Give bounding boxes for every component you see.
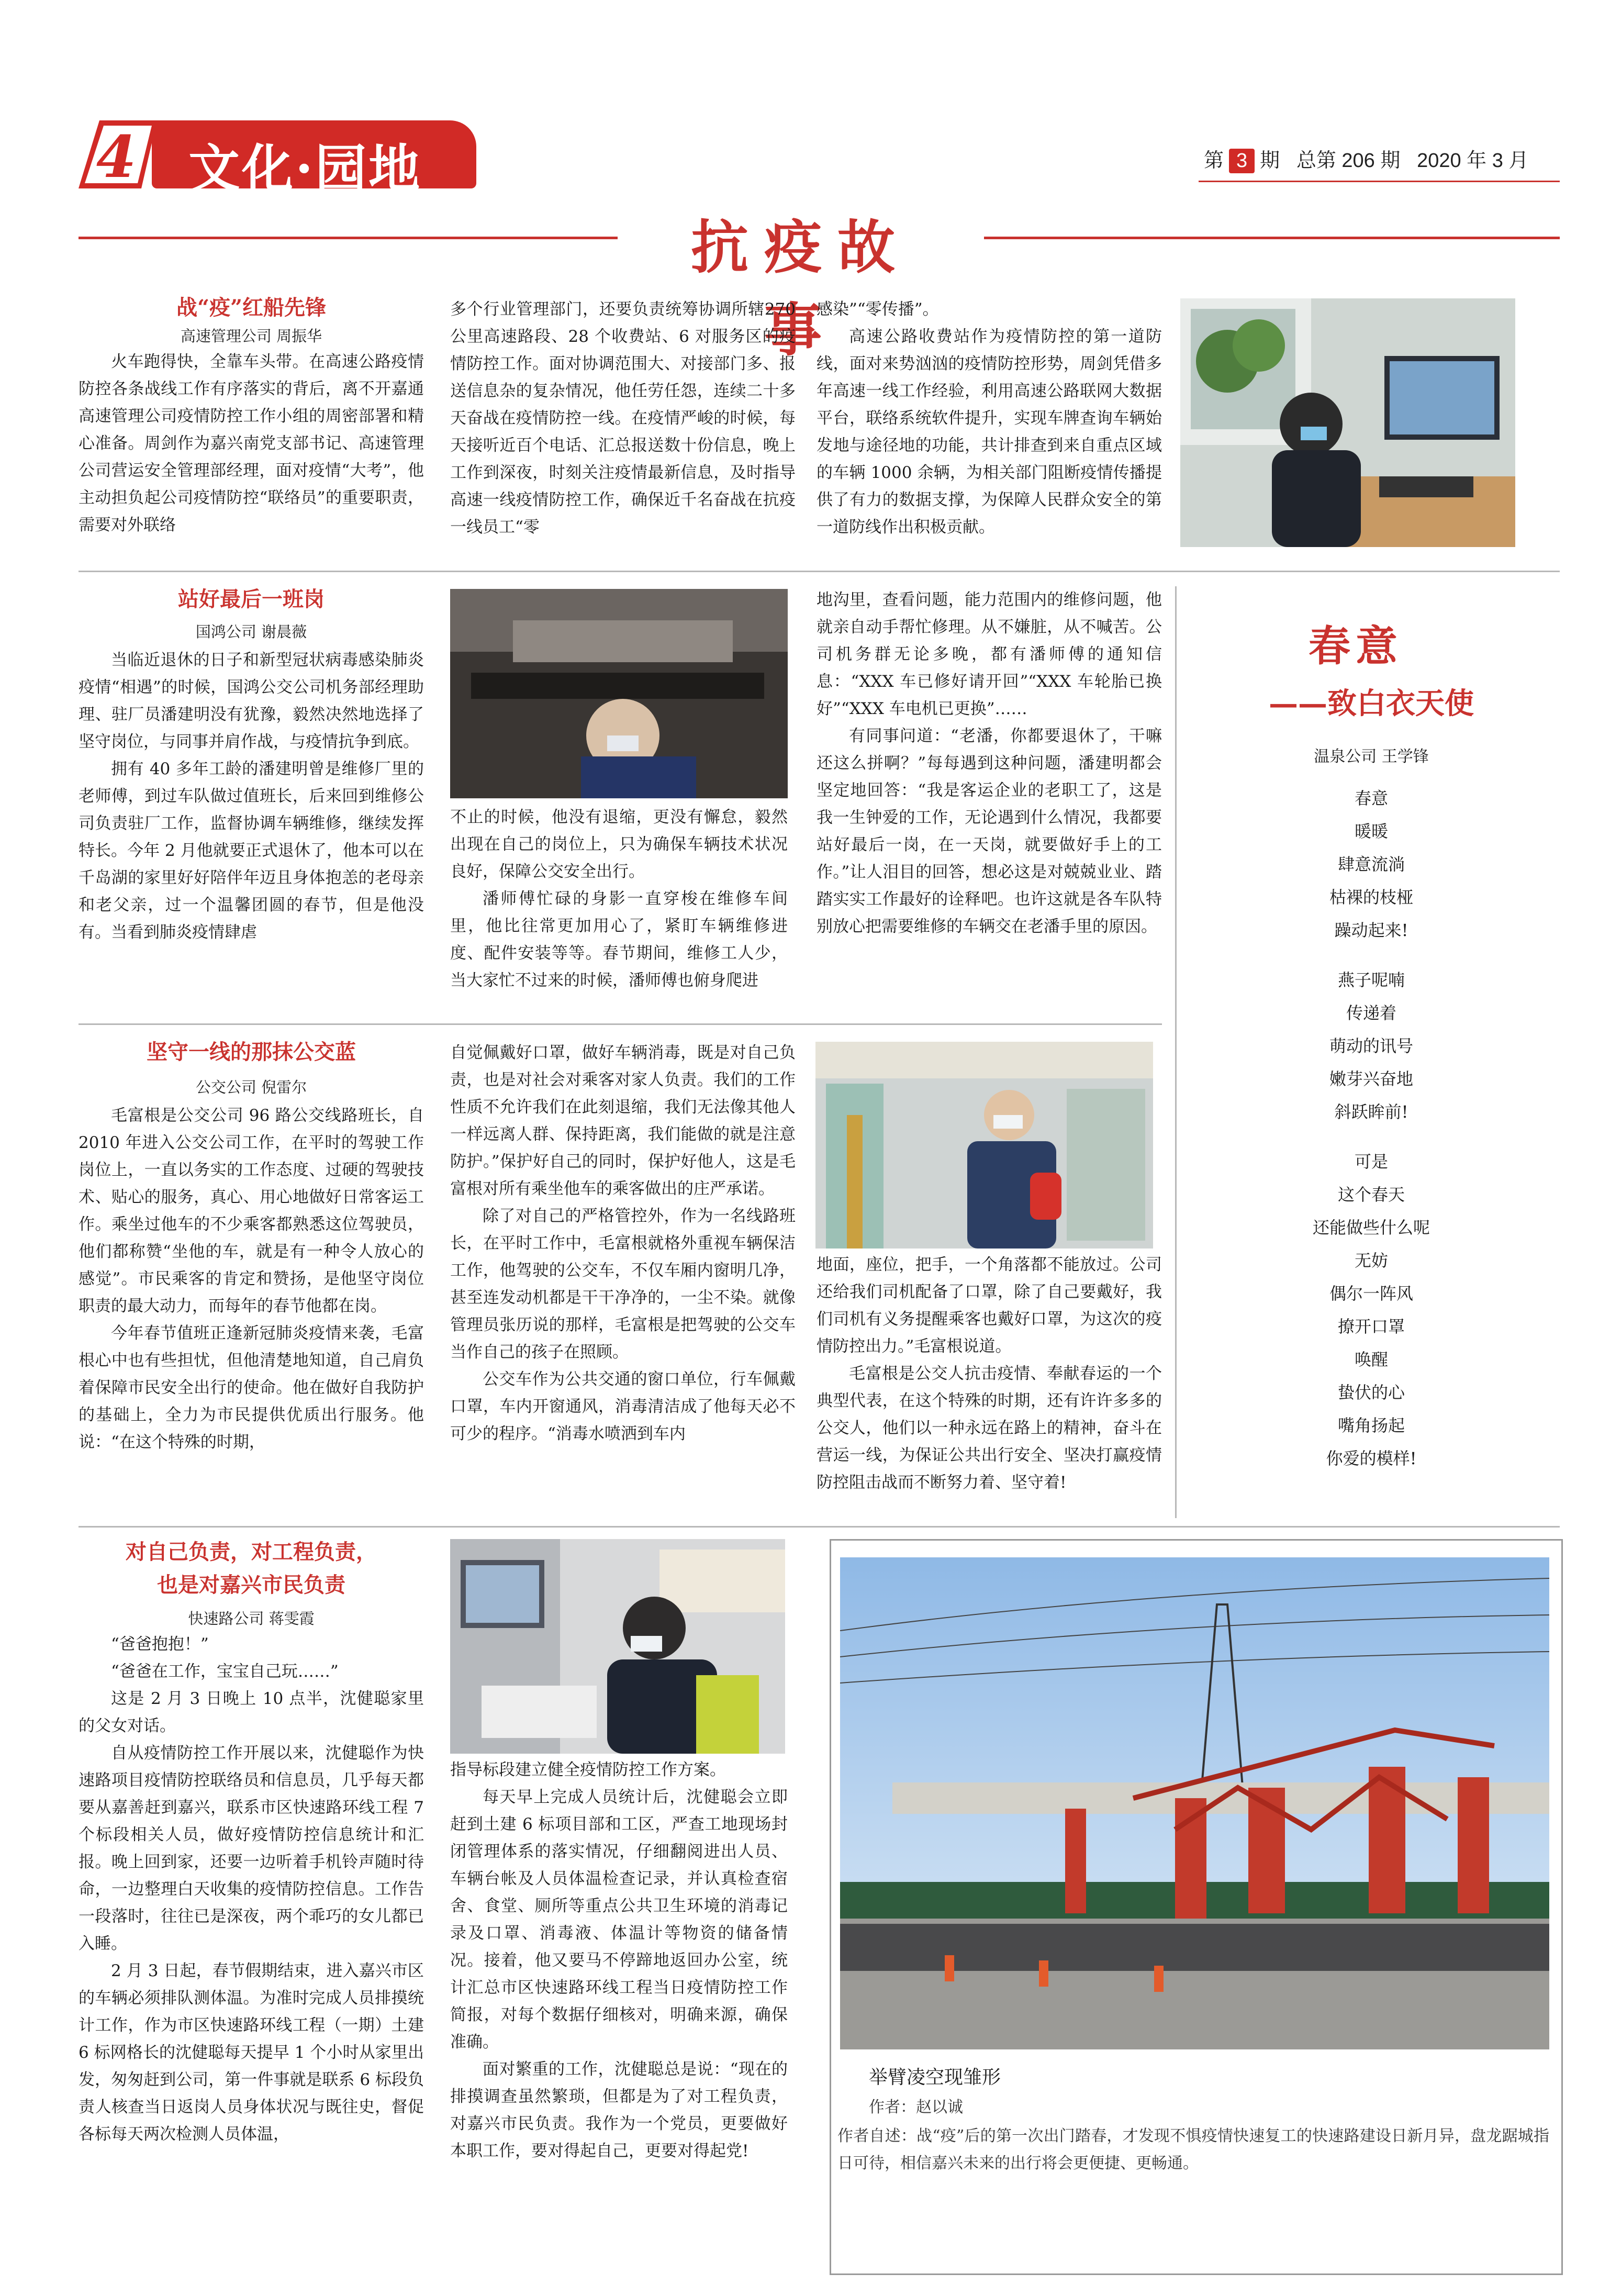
poem-line: 还能做些什么呢 [1312, 1218, 1430, 1238]
poem-line: 你爱的模样! [1326, 1448, 1417, 1468]
paragraph: 自觉佩戴好口罩，做好车辆消毒，既是对自己负责，也是对社会对乘客对家人负责。我们的工作性质不允许我们在此刻退缩，我们无法像其他人一样远离人群、保持距离，我们能做的就是注意防护。”保护好自己的同时，保护好他人，这是毛富根对所有乘坐他车的乘客做出的庄严承诺。 [450, 1043, 796, 1198]
paragraph: 地沟里，查看问题，能力范围内的维修问题，他就亲自动手帮忙修理。从不嫌脏，从不喊苦。公司机务群无论多晚，都有潘师傅的通知信息：“XXX 车已修好请开回”“XXX 车轮胎已换好”“XXX 车电机已更换”…… [817, 590, 1162, 718]
photo-bus-disinfection [815, 1042, 1153, 1249]
poem-line: 传递着 [1346, 1003, 1396, 1023]
poem-line: 可是 [1354, 1152, 1388, 1172]
svg-text:4: 4 [96, 123, 137, 188]
poem-line: 春意 [1354, 788, 1388, 808]
paragraph: 这是 2 月 3 日晚上 10 点半，沈健聪家里的父女对话。 [79, 1689, 424, 1735]
paragraph: 公交车作为公共交通的窗口单位，行车佩戴口罩，车内开窗通风，消毒清洁成了他每天必不可少的程序。“消毒水喷洒到车内 [450, 1370, 796, 1443]
paragraph: 指导标段建立健全疫情防控工作方案。 [450, 1760, 726, 1779]
article4-col1 [79, 1631, 424, 2148]
paragraph: 每天早上完成人员统计后，沈健聪会立即赶到土建 6 标项目部和工区，严查工地现场封闭管理体系的落实情况，仔细翻阅进出人员、车辆台帐及人员体温检查记录，并认真检查宿舍、食堂、厕所等重点公共卫生环境的消毒记录及口罩、消毒液、体温计等物资的储备情况。接着，他又要马不停蹄地返回办公室，统计汇总市区快速路环线工程当日疫情防控工作简报，对每个数据仔细核对，明确来源，确保准确。 [450, 1788, 788, 2052]
paragraph: 今年春节值班正逢新冠肺炎疫情来袭，毛富根心中也有些担忧，但他清楚地知道，自己肩负着保障市民安全出行的使命。他在做好自我防护的基础上，全力为市民提供优质出行服务。他说：“在这个特殊的时期， [79, 1324, 424, 1452]
article3-col2 [450, 1039, 796, 1447]
topic-rule-left [79, 237, 618, 239]
poem-title: 春意 [1309, 621, 1403, 671]
poem-line: 这个春天 [1337, 1185, 1405, 1205]
poem-line: 无妨 [1354, 1251, 1388, 1270]
issue-info [1204, 144, 1528, 173]
issue-prefix: 第 [1204, 150, 1224, 172]
poem-line: 萌动的讯号 [1329, 1036, 1413, 1056]
paragraph: 拥有 40 多年工龄的潘建明曾是维修厂里的老师傅，到过车队做过值班长，后来回到维修公司负责驻厂工作，监督协调车辆维修，继续发挥特长。今年 2 月他就要正式退休了，他本可以在千岛湖的家里好好陪伴年迈且身体抱恙的老母亲和老父亲，过一个温馨团圆的春节，但是他没有。当看到肺炎疫情肆虐 [79, 760, 424, 942]
article2-col1 [79, 647, 424, 946]
total-issue: 总第 206 期 [1296, 150, 1401, 172]
issue-number: 3 [1229, 149, 1255, 173]
article2-title: 站好最后一班岗 [178, 587, 325, 611]
poem-line: 嫩芽兴奋地 [1329, 1069, 1413, 1089]
poem-line: 肆意流淌 [1337, 854, 1405, 874]
article2-col2 [450, 804, 788, 994]
poem-line: 暖暖 [1354, 821, 1388, 841]
poem-line: 斜跃眸前! [1334, 1102, 1408, 1122]
article1-byline: 高速管理公司 周振华 [180, 327, 322, 345]
article3-byline: 公交公司 倪雷尔 [195, 1078, 307, 1096]
photo-engineer-on-phone [450, 1539, 785, 1754]
header-rule [1199, 181, 1560, 182]
poem-line: 唤醒 [1354, 1350, 1388, 1369]
paragraph: 除了对自己的严格管控外，作为一名线路班长，在平时工作中，毛富根就格外重视车辆保洁工作，他驾驶的公交车，不仅车厢内窗明几净，甚至连发动机都是干干净净的，一尘不染。就像管理员张历说的那样，毛富根是把驾驶的公交车当作自己的孩子在照顾。 [450, 1207, 796, 1362]
article1-col1 [79, 348, 424, 539]
poem-line: 偶尔一阵风 [1329, 1284, 1413, 1303]
paragraph: 感染”“零传播”。 [817, 300, 939, 319]
paragraph: 2 月 3 日起，春节假期结束，进入嘉兴市区的车辆必须排队测体温。为准时完成人员排摸统计工作，作为市区快速路环线工程（一期）土建 6 标网格长的沈健聪每天提早 1 个小时从家里出发，匆匆赶到公司，第一件事就是联系 6 标段负责人核查当日返岗人员身体状况与既往史，督促各标每天两次检测人员体温， [79, 1961, 424, 2144]
paragraph: 自从疫情防控工作开展以来，沈健聪作为快速路项目疫情防控联络员和信息员，几乎每天都要从嘉善赶到嘉兴，联系市区快速路环线工程 7 个标段相关人员，做好疫情防控信息统计和汇报。晚上回到家，还要一边听着手机铃声随时待命，一边整理白天收集的疫情防控信息。工作告一段落时，往往已是深夜，两个乖巧的女儿都已入睡。 [79, 1744, 424, 1953]
poem-line: 枯裸的枝桠 [1329, 887, 1413, 907]
poem-subtitle: ——致白衣天使 [1269, 686, 1474, 721]
article4-col2 [450, 1756, 788, 2165]
article3-col1 [79, 1102, 424, 1456]
poem-line: 躁动起来! [1334, 920, 1408, 940]
topic-rule-right [984, 237, 1560, 239]
paragraph: 毛富根是公交人抗击疫情、奉献春运的一个典型代表，在这个特殊的时期，还有许许多多的公交人，他们以一种永远在路上的精神，奋斗在营运一线，为保证公共出行安全、坚决打赢疫情防控阻击战而不断努力着、坚守着! [817, 1364, 1162, 1492]
issue-suffix: 期 [1260, 150, 1280, 172]
photo-office-worker [1180, 298, 1515, 547]
article1-col3 [817, 296, 1162, 541]
paragraph: 有同事问道：“老潘，你都要退休了，干嘛还这么拼啊？”每每遇到这种问题，潘建明都会坚定地回答：“我是客运企业的老职工了，这是我一生钟爱的工作，无论遇到什么情况，我都要站好最后一岗，在一天岗，就要做好手上的工作。”让人泪目的回答，想必这是对兢兢业业、踏踏实实工作最好的诠释吧。也许这就是各车队特别放心把需要维修的车辆交在老潘手里的原因。 [817, 727, 1162, 936]
section-title: 文化·园地 [188, 139, 422, 199]
article2-byline: 国鸿公司 谢晨薇 [195, 623, 307, 641]
paragraph: 面对繁重的工作，沈健聪总是说：“现在的排摸调查虽然繁琐，但都是为了对工程负责，对嘉兴市民负责。我作为一个党员，更要做好本职工作，要对得起自己，更要对得起党! [450, 2060, 788, 2160]
photo-description: 作者自述：战“疫”后的第一次出门踏春，才发现不惧疫情快速复工的快速路建设日新月异，盘龙踞城指日可待，相信嘉兴未来的出行将会更便捷、更畅通。 [837, 2127, 1549, 2172]
article4-title-line1: 对自己负责，对工程负责， [126, 1540, 377, 1564]
poem-line: 撩开口罩 [1337, 1317, 1405, 1336]
photo-author: 作者：赵以诚 [869, 2098, 963, 2116]
article4-byline: 快速路公司 蒋雯霞 [188, 1610, 315, 1628]
paragraph: 高速公路收费站作为疫情防控的第一道防线，面对来势汹汹的疫情防控形势，周剑凭借多年高速一线工作经验，利用高速公路联网大数据平台，联络系统软件提升，实现车牌查询车辆始发地与途径地的功能，共计排查到来自重点区域的车辆 1000 余辆，为相关部门阻断疫情传播提供了有力的数据支撑，为保障人民群众安全的第一道防线作出积极贡献。 [817, 327, 1162, 537]
photo-mechanic-under-bus [450, 589, 788, 798]
poem-line: 燕子呢喃 [1337, 970, 1405, 990]
poem-divider [1175, 586, 1177, 1518]
article1-col2 [450, 296, 796, 541]
paragraph: 毛富根是公交公司 96 路公交线路班长，自 2010 年进入公交公司工作，在平时的驾驶工作岗位上，一直以务实的工作态度、过硬的驾驶技术、贴心的服务，真心、用心地做好日常客运工作。乘坐过他车的不少乘客都熟悉这位驾驶员，他们都称赞“坐他的车，就是有一种令人放心的感觉”。市民乘客的肯定和赞扬，是他坚守岗位职责的最大动力，而每年的春节他都在岗。 [79, 1106, 424, 1316]
article1-title: 战“疫”红船先锋 [176, 295, 326, 320]
divider [79, 1526, 1560, 1528]
page-number-badge [79, 120, 157, 188]
article3-title: 坚守一线的那抹公交蓝 [147, 1040, 356, 1064]
divider [79, 571, 1560, 572]
photo-elevated-road-construction [840, 1557, 1549, 2049]
poem-line: 嘴角扬起 [1337, 1416, 1405, 1435]
poem-byline: 温泉公司 王学锋 [1314, 748, 1429, 766]
paragraph: “爸爸在工作，宝宝自己玩……” [111, 1662, 339, 1681]
photo-title: 举臂凌空现雏形 [869, 2067, 1001, 2088]
issue-date: 2020 年 3 月 [1417, 150, 1529, 172]
paragraph: 多个行业管理部门，还要负责统筹协调所辖270 公里高速路段、28 个收费站、6 对服务区的疫情防控工作。面对协调范围大、对接部门多、报送信息杂的复杂情况，他任劳任怨，连续二十多天奋战在疫情防控一线。在疫情严峻的时候，每天接听近百个电话、汇总报送数十份信息，晚上工作到深夜，时刻关注疫情最新信息，及时指导高速一线疫情防控工作，确保近千名奋战在抗疫一线员工“零 [450, 300, 796, 537]
paragraph: 潘师傅忙碌的身影一直穿梭在维修车间里，他比往常更加用心了，紧盯车辆维修进度、配件安装等等。春节期间，维修工人少，当大家忙不过来的时候，潘师傅也俯身爬进 [450, 889, 788, 990]
article3-col3 [817, 1251, 1162, 1496]
paragraph: 地面，座位，把手，一个角落都不能放过。公司还给我们司机配备了口罩，除了自己要戴好，我们司机有义务提醒乘客也戴好口罩，为这次的疫情防控出力。”毛富根说道。 [817, 1255, 1162, 1356]
topic-title: 抗疫故事 [691, 214, 911, 364]
paragraph: “爸爸抱抱！” [111, 1635, 209, 1654]
article4-title-line2: 也是对嘉兴市民负责 [157, 1573, 345, 1597]
poem-line: 蛰伏的心 [1337, 1383, 1405, 1402]
paragraph: 当临近退休的日子和新型冠状病毒感染肺炎疫情“相遇”的时候，国鸿公交公司机务部经理助理、驻厂员潘建明没有犹豫，毅然决然地选择了坚守岗位，与同事并肩作战，与疫情抗争到底。 [79, 651, 424, 751]
divider [79, 1023, 1162, 1025]
paragraph: 火车跑得快，全靠车头带。在高速公路疫情防控各条战线工作有序落实的背后，离不开嘉通高速管理公司疫情防控工作小组的周密部署和精心准备。周剑作为嘉兴南党支部书记、高速管理公司营运安全管理部经理，面对疫情“大考”，他主动担负起公司疫情防控“联络员”的重要职责，需要对外联络 [79, 352, 424, 534]
paragraph: 不止的时候，他没有退缩，更没有懈怠，毅然出现在自己的岗位上，只为确保车辆技术状况良好，保障公交安全出行。 [450, 808, 788, 881]
article2-col3 [817, 586, 1162, 940]
